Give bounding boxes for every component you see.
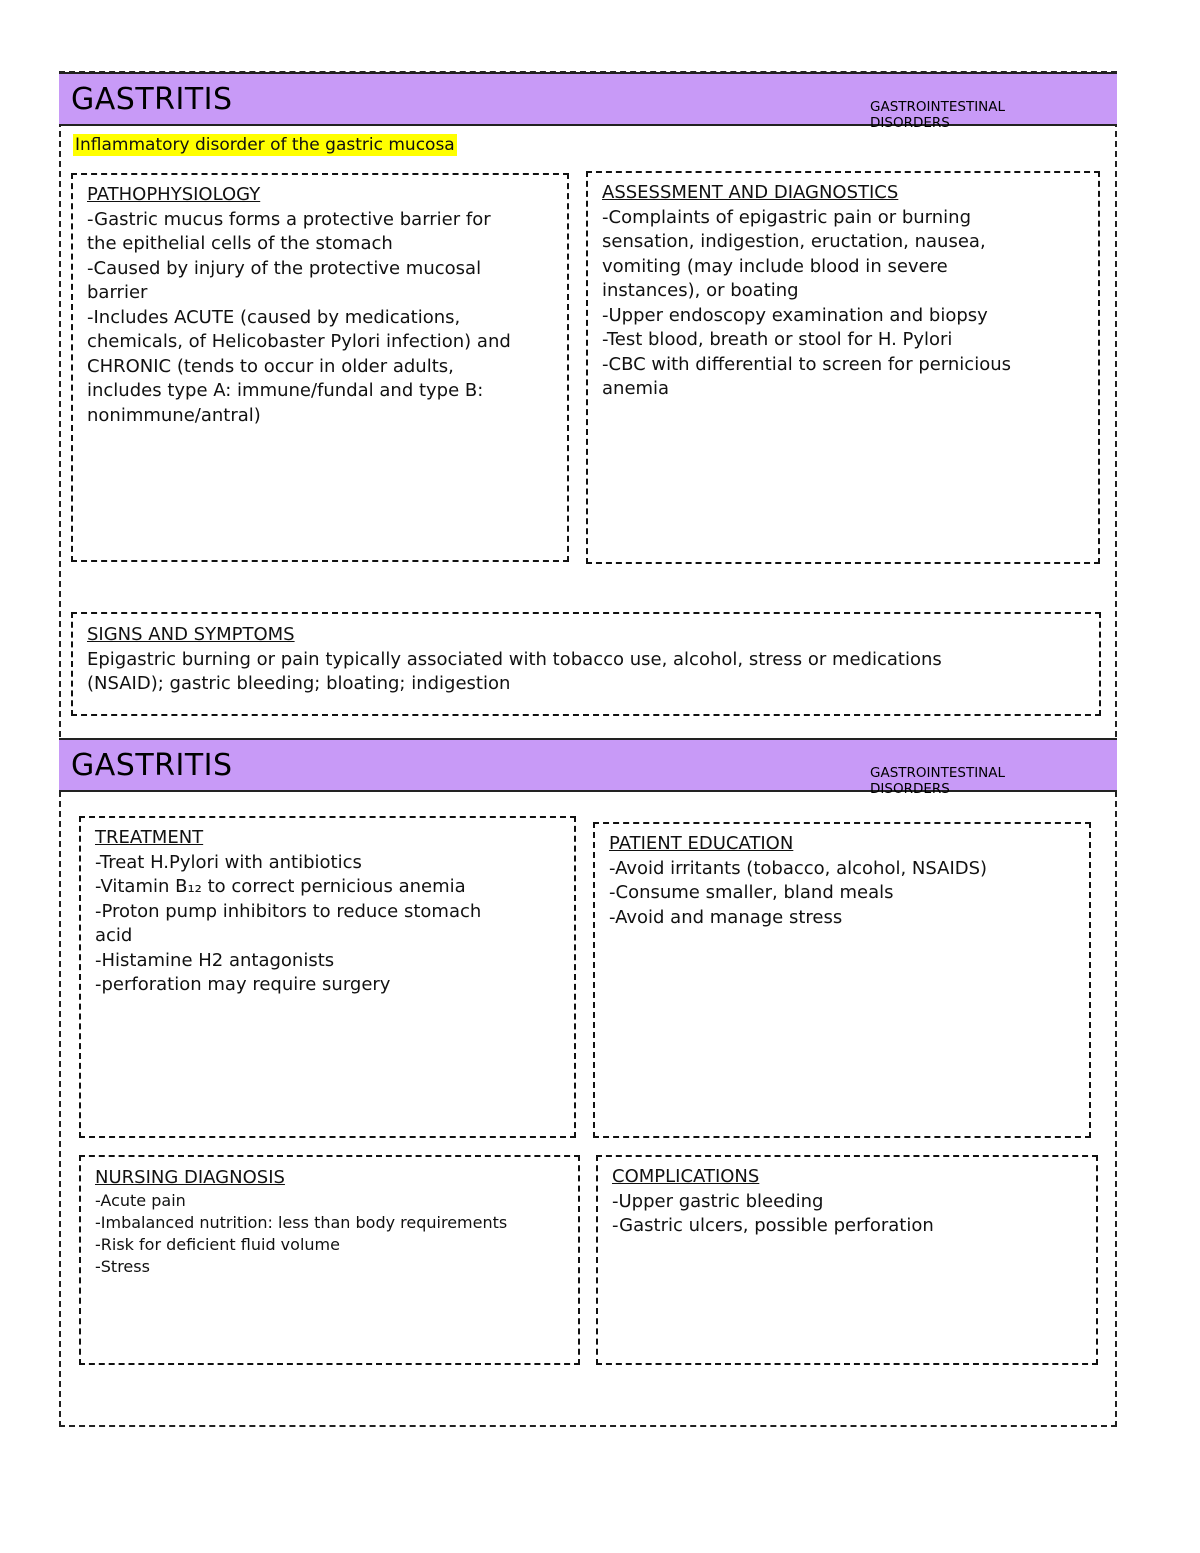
page-title: GASTRITIS	[71, 82, 233, 117]
patient-education-text: -Avoid irritants (tobacco, alcohol, NSAIDS) -Consume smaller, bland meals -Avoid and manage stress	[609, 857, 988, 928]
page-subtitle-second: GASTROINTESTINAL DISORDERS	[870, 765, 1006, 797]
complications-heading: COMPLICATIONS	[612, 1166, 760, 1187]
definition-highlight: Inflammatory disorder of the gastric mucosa	[75, 135, 455, 155]
patient-education-box	[593, 822, 1091, 1138]
header-banner-top	[59, 72, 1117, 131]
page-title-second: GASTRITIS	[71, 748, 233, 783]
treatment-text: -Treat H.Pylori with antibiotics -Vitamin B₁₂ to correct pernicious anemia -Proton pump inhibitors to reduce stomach acid -Histamine H2 antagonists -perforation may require surgery	[95, 851, 482, 995]
header-banner-bottom	[59, 738, 1117, 797]
pathophysiology-text: -Gastric mucus forms a protective barrier for the epithelial cells of the stomach -Caused by injury of the protective mucosal barrier -Includes ACUTE (caused by medications, chemicals, of Helicobaster Pylori infection) and CHRONIC (tends to occur in older adults, includes type A: immune/fundal and type B: nonimmune/antral)	[87, 208, 511, 426]
pathophysiology-heading: PATHOPHYSIOLOGY	[87, 184, 261, 205]
nursing-diagnosis-text: -Acute pain -Imbalanced nutrition: less than body requirements -Risk for deficient fluid volume -Stress	[95, 1191, 508, 1276]
treatment-box	[79, 816, 576, 1138]
complications-text: -Upper gastric bleeding -Gastric ulcers, possible perforation	[612, 1190, 934, 1236]
signs-symptoms-box	[71, 612, 1101, 716]
treatment-heading: TREATMENT	[95, 827, 204, 848]
patient-education-heading: PATIENT EDUCATION	[609, 833, 794, 854]
signs-symptoms-text: Epigastric burning or pain typically associated with tobacco use, alcohol, stress or medications (NSAID); gastric bleeding; bloating; indigestion	[87, 648, 942, 694]
assessment-heading: ASSESSMENT AND DIAGNOSTICS	[602, 182, 899, 203]
assessment-box	[586, 171, 1100, 564]
page-subtitle: GASTROINTESTINAL DISORDERS	[870, 99, 1006, 131]
nursing-diagnosis-heading: NURSING DIAGNOSIS	[95, 1167, 285, 1188]
assessment-text: -Complaints of epigastric pain or burning sensation, indigestion, eructation, nausea, vomiting (may include blood in severe instances), or boating -Upper endoscopy examination and biopsy -Test blood, breath or stool for H. Pylori -CBC with differential to screen for pernicious anemia	[602, 206, 1012, 399]
pathophysiology-box	[71, 173, 569, 562]
nursing-diagnosis-box	[79, 1155, 580, 1365]
complications-box	[596, 1155, 1098, 1365]
signs-symptoms-heading: SIGNS AND SYMPTOMS	[87, 624, 295, 645]
